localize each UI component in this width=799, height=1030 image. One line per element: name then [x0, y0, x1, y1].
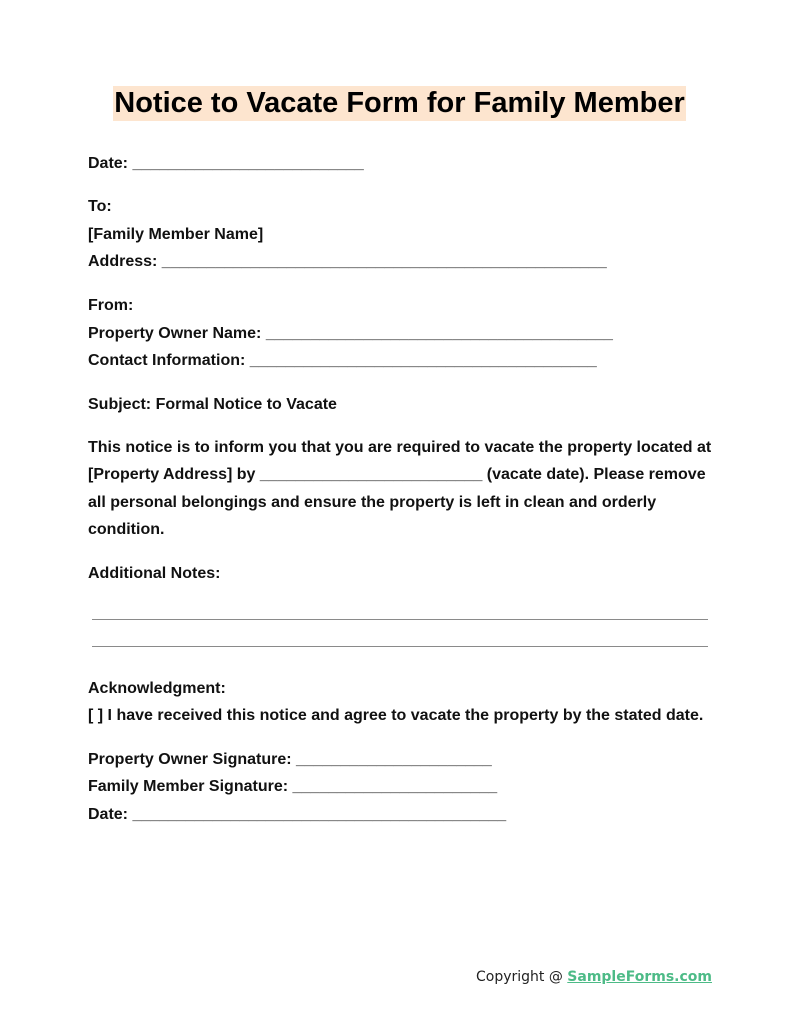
address-field[interactable]: Address: __________________________________________________ — [88, 253, 607, 270]
notes-line-2[interactable] — [92, 646, 708, 647]
notes-line-1[interactable] — [92, 619, 708, 620]
acknowledgment-checkbox-statement[interactable]: [ ] I have received this notice and agree to vacate the property by the stated date. — [88, 707, 704, 724]
copyright-footer — [476, 967, 712, 987]
owner-name-field[interactable]: Property Owner Name: _______________________________________ — [88, 325, 613, 342]
document-title: Notice to Vacate Form for Family Member — [114, 87, 685, 119]
subject-line: Subject: Formal Notice to Vacate — [88, 396, 337, 413]
additional-notes-label: Additional Notes: — [88, 565, 221, 582]
family-member-name-placeholder: [Family Member Name] — [88, 226, 264, 243]
owner-signature-field[interactable]: Property Owner Signature: ______________________ — [88, 751, 492, 768]
family-signature-field[interactable]: Family Member Signature: _______________________ — [88, 778, 498, 795]
contact-information-field[interactable]: Contact Information: _______________________________________ — [88, 352, 597, 369]
signature-date-field[interactable]: Date: __________________________________________ — [88, 806, 507, 823]
copyright-text: Copyright @ — [475, 969, 568, 985]
to-label: To: — [88, 198, 112, 215]
title-container — [0, 86, 799, 121]
from-label: From: — [88, 297, 134, 314]
notice-body-paragraph: This notice is to inform you that you are required to vacate the property located at [Property Address] by _________________________ (vacate date). Please remove all personal belongings and ensure the property is left in clean and orderly condition. — [88, 439, 712, 538]
date-field[interactable]: Date: __________________________ — [88, 155, 364, 172]
brand-link[interactable]: SampleForms.com — [567, 969, 712, 985]
acknowledgment-label: Acknowledgment: — [88, 680, 226, 697]
